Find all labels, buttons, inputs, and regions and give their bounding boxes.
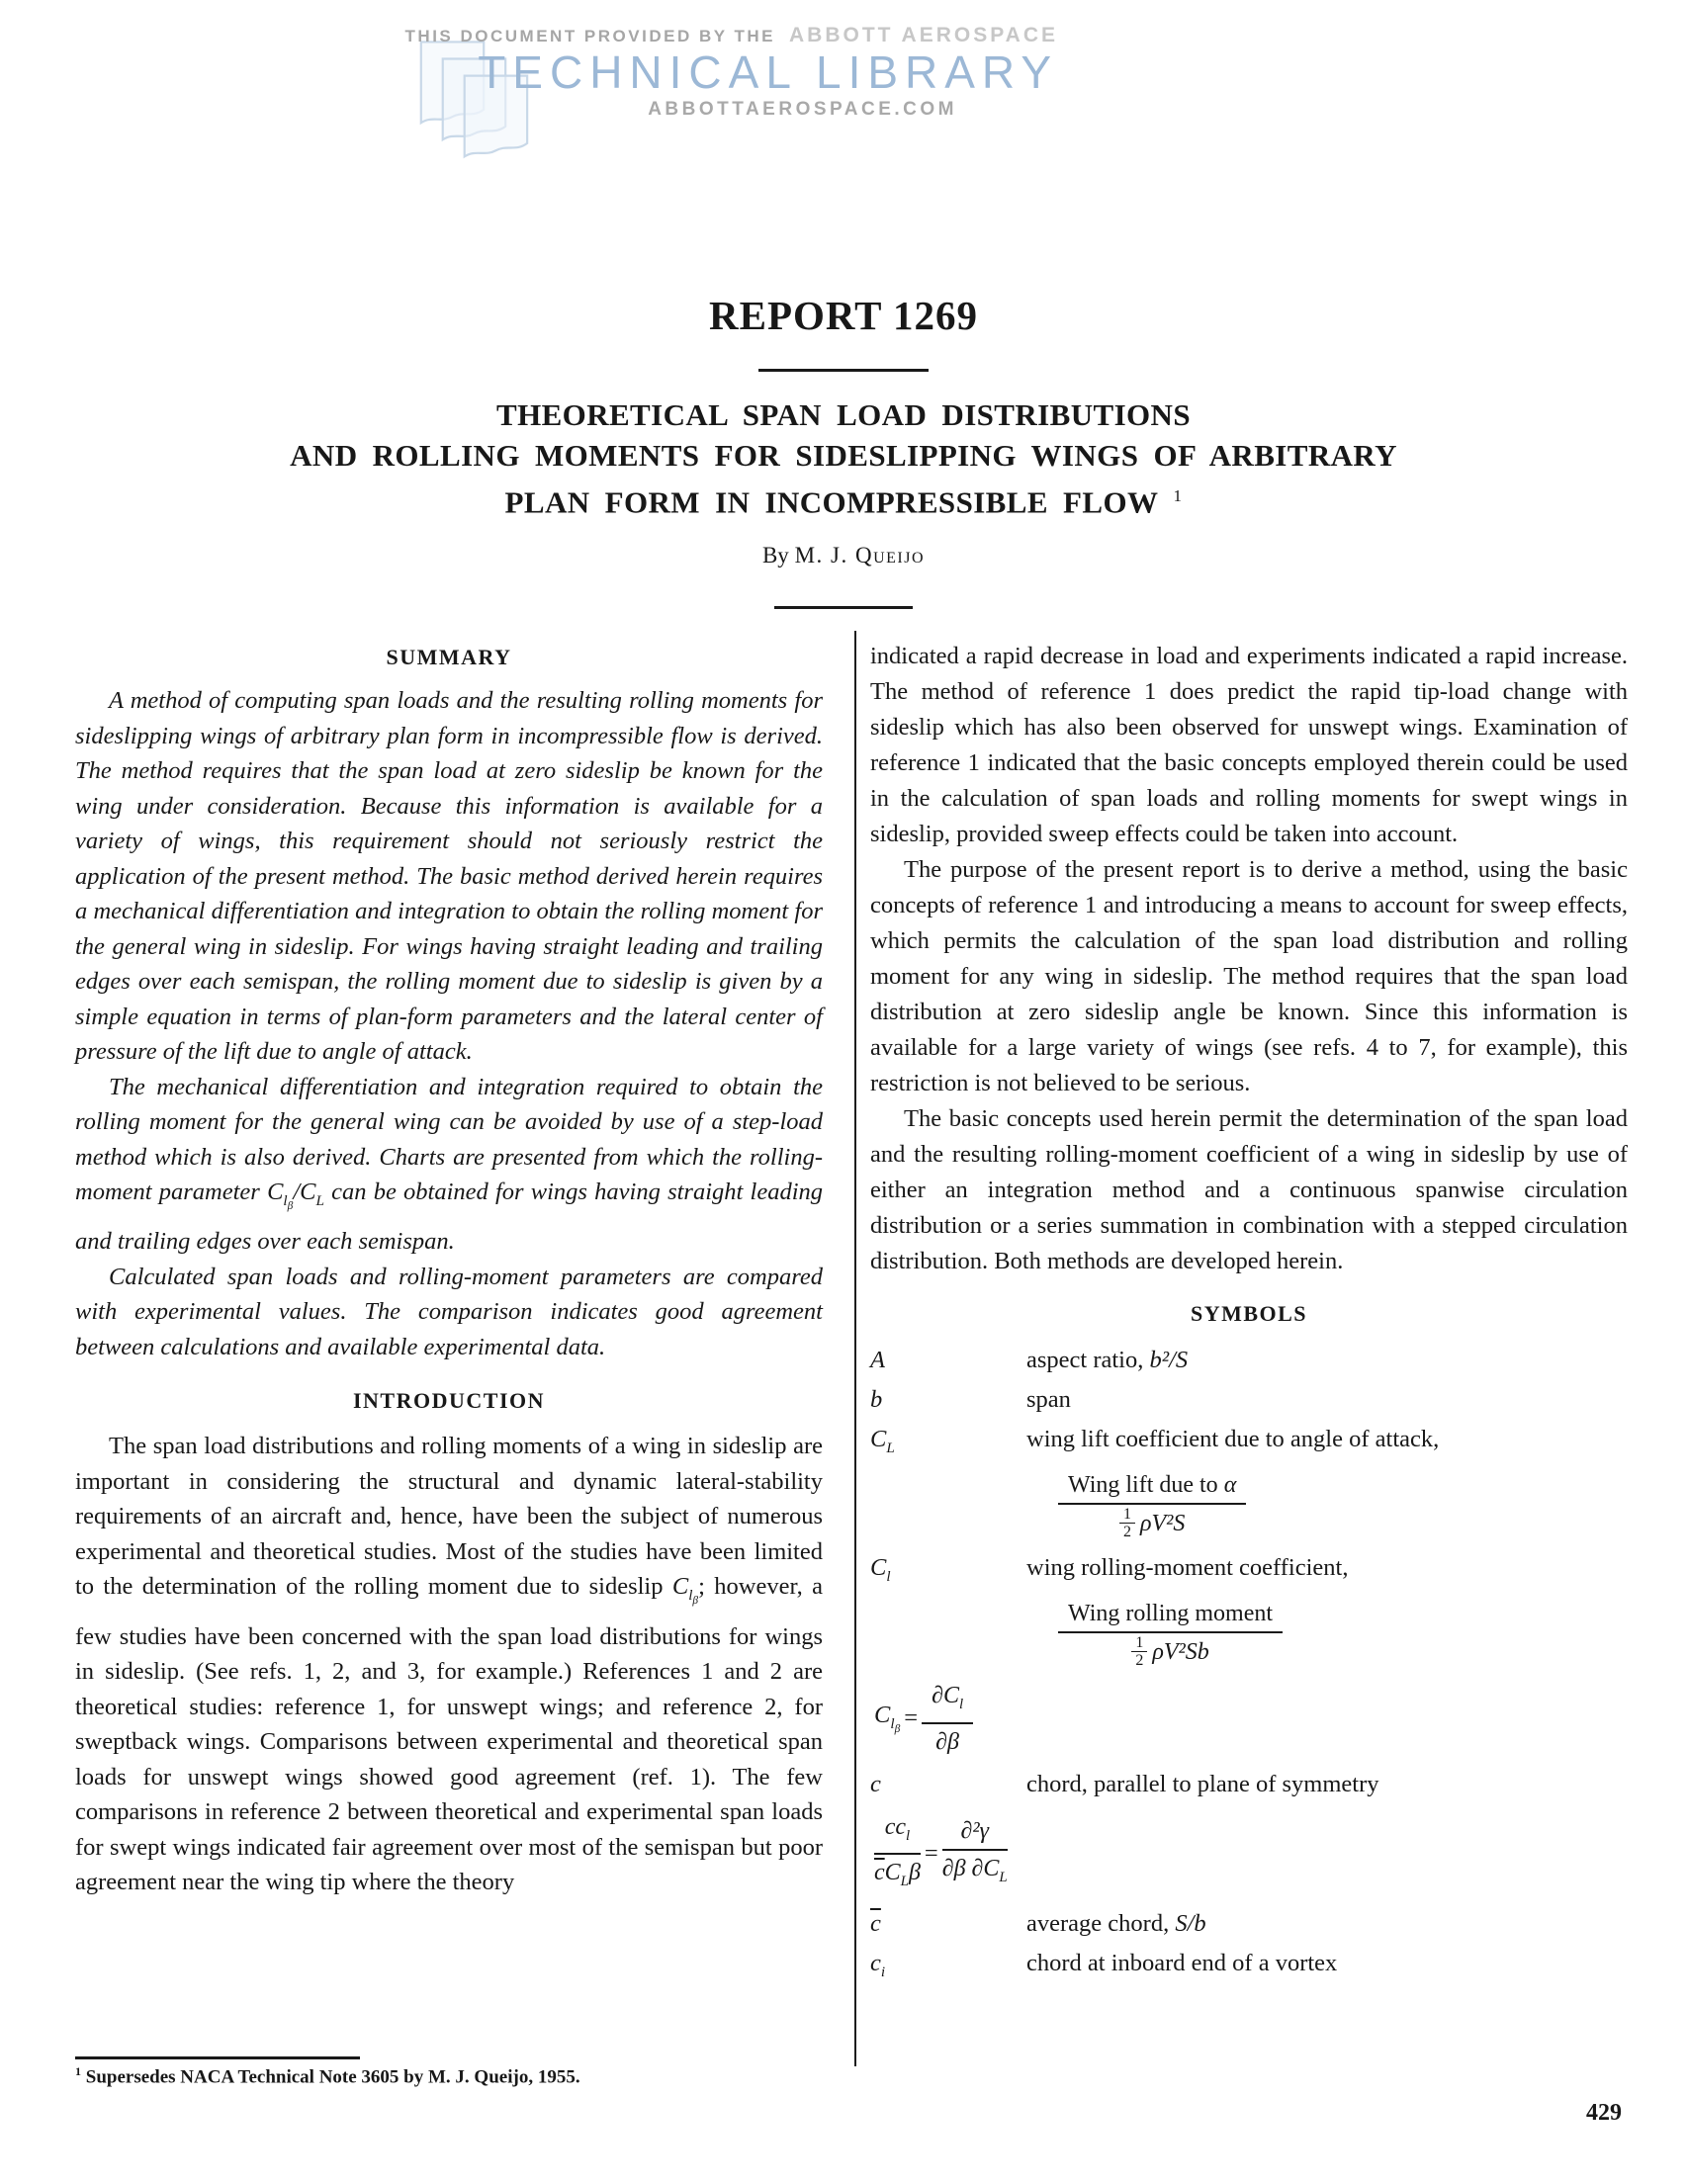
watermark-text — [404, 24, 1058, 121]
definition: aspect ratio, b²/S — [1026, 1347, 1189, 1373]
summary-heading: SUMMARY — [386, 645, 512, 669]
paragraph-text: can be obtained for wings having straight leading and trailing edges over each semispan. — [75, 1179, 824, 1256]
page-number: 429 — [1586, 2100, 1622, 2126]
watermark-brand: ABBOTT AEROSPACE — [788, 24, 1058, 46]
symbol: c — [870, 1770, 881, 1797]
symbol-row-b — [870, 1383, 1628, 1417]
paragraph: A method of computing span loads and the resulting rolling moments for sideslipping wings of arbitrary plan form in incompressible flow is derived. The method requires that the span load at zero sideslip be known for the wing under consideration. Because this information is available for a variety of wings, this requirement should not seriously restrict the application of the present method. The basic method derived herein requires a mechanical differentiation and integration to obtain the rolling moment for the general wing in sideslip. For wings having straight leading and trailing edges over each semispan, the rolling moment due to sideslip is given by a simple equation in terms of plan-form parameters and the lateral center of pressure of the lift due to angle of attack. — [75, 687, 823, 1065]
column-divider — [854, 631, 856, 2066]
summary-section — [75, 645, 823, 1364]
paragraph-text: The span load distributions and rolling moments of a wing in sideslip are important in considering the structural and dynamic lateral-stability requirements of an aircraft and, hence, have been the subject of numerous experimental and theoretical studies. Most of the studies have been limited to the determination of the rolling moment due to sideslip — [75, 1433, 823, 1601]
symbol-row-ci — [870, 1947, 1628, 1989]
title-line-1: THEORETICAL SPAN LOAD DISTRIBUTIONS — [496, 397, 1191, 432]
fraction-numerator: $cc_l$ — [874, 1813, 921, 1856]
fraction-numerator: Wing lift due to α — [1058, 1471, 1246, 1505]
inline-math: S/b — [1175, 1910, 1206, 1938]
horizontal-rule — [758, 369, 929, 372]
fraction-denominator: ∂β $\partial C_L$ — [941, 1855, 1008, 1885]
watermark-line1 — [404, 24, 1058, 47]
symbol: $C_l$ — [870, 1553, 891, 1585]
symbol: A — [870, 1347, 885, 1373]
inline-math: b²/S — [1149, 1347, 1189, 1373]
footnote-rule — [75, 2056, 360, 2059]
inline-math-clbeta: $C_{l_\beta}$ — [671, 1573, 699, 1608]
symbol: $c_i$ — [870, 1950, 886, 1981]
fraction-numerator: ∂²γ — [942, 1817, 1008, 1851]
fraction-denominator: $\frac{1}{2}$ ρV²S — [1058, 1505, 1246, 1541]
symbol-row-Cl — [870, 1551, 1628, 1594]
title-line-3: PLAN FORM IN INCOMPRESSIBLE FLOW $^1$ — [504, 484, 1183, 520]
definition: span — [1026, 1386, 1071, 1413]
inline-math-clbeta-over-cl: $C_{l_\beta}/C_L$ — [267, 1179, 324, 1212]
clbeta-derivative-equation: $C_{l_\beta}$ = $\frac{\partial C_l}{\partial\beta}$ — [874, 1682, 1628, 1756]
symbols-heading: SYMBOLS — [1190, 1301, 1308, 1326]
footnote — [75, 2056, 823, 2088]
report-title — [0, 394, 1687, 522]
symbol-row-c — [870, 1768, 1628, 1801]
fraction-numerator: $\partial C_l$ — [922, 1682, 973, 1724]
paragraph: The purpose of the present report is to derive a method, using the basic concepts of reference 1 and introducing a means to account for sweep effects, which permits the calculation of the span load distribution and rolling moment for any wing in sideslip. The method requires that the span load distribution at zero sideslip angle be known. Since this information is available for a large variety of wings (see refs. 4 to 7, for example), this restriction is not believed to be serious. — [870, 856, 1628, 1096]
paragraph-text: The mechanical differentiation and integration required to obtain the rolling moment for the general wing can be avoided by use of a step-load method which is also derived. Charts are presented from which the rolling-moment parameter — [75, 1073, 823, 1205]
paragraph — [75, 1070, 823, 1260]
report-number: REPORT 1269 — [709, 293, 978, 338]
byline-prefix: By — [761, 543, 789, 568]
symbol-row-cbar — [870, 1907, 1628, 1941]
symbol: $C_L$ — [870, 1426, 895, 1456]
definition: chord at inboard end of a vortex — [1026, 1950, 1338, 1977]
introduction-heading: INTRODUCTION — [352, 1388, 546, 1414]
paragraph-text: ; however, a few studies have been concerned with the span load distributions for wings in sideslip. (See refs. 1, 2, and 3, for example.) References 1 and 2 are theoretical studies: reference 1, for unswept wings; and reference 2, for sweptback wings. Comparisons between experimental and theoretical span loads for unswept wings showed good agreement (ref. 1). The few comparisons in reference 2 between theoretical and experimental span loads for swept wings indicated fair agreement over most of the semispan but poor agreement near the wing tip where the theory — [75, 1573, 823, 1896]
title-line-2: AND ROLLING MOMENTS FOR SIDESLIPPING WINGS OF ARBITRARY — [290, 438, 1397, 473]
left-column — [75, 633, 823, 1900]
definition: wing lift coefficient due to angle of attack, — [1026, 1426, 1440, 1452]
paragraph: The basic concepts used herein permit the determination of the span load and the resulting rolling-moment coefficient of a wing in sideslip by use of either an integration method and a continuous spanwise circulation distribution or a series summation in combination with a stepped circulation distribution. Both methods are developed herein. — [870, 1105, 1628, 1274]
definition: chord, parallel to plane of symmetry — [1026, 1770, 1379, 1797]
introduction-section — [75, 1388, 823, 1899]
symbol: $C_{l_\beta}$ — [874, 1702, 901, 1736]
title-footnote-marker: 1 — [1173, 486, 1183, 505]
definition: average chord, S/b — [1026, 1910, 1206, 1938]
fraction-denominator: ∂β — [935, 1728, 959, 1755]
fraction-denominator: $\overline{c}C_L\beta$ — [874, 1860, 921, 1890]
symbol: $\overline{c}$ — [870, 1910, 881, 1938]
watermark-library-title: TECHNICAL LIBRARY — [478, 46, 1058, 98]
watermark-site-url: ABBOTTAEROSPACE.COM — [648, 99, 957, 120]
paragraph: Calculated span loads and rolling-moment parameters are compared with experimental values. The comparison indicates good agreement between calculations and available experimental data. — [75, 1263, 823, 1360]
lift-coefficient-fraction — [1058, 1471, 1628, 1541]
symbol-row-A — [870, 1344, 1628, 1377]
watermark — [400, 8, 1060, 166]
byline — [0, 543, 1687, 568]
rolling-moment-coefficient-fraction — [1058, 1600, 1628, 1670]
fraction-numerator: Wing rolling moment — [1058, 1600, 1283, 1633]
watermark-provided-by: THIS DOCUMENT PROVIDED BY THE — [404, 27, 775, 45]
right-column — [870, 639, 1628, 1995]
footnote-marker: 1 — [75, 2064, 81, 2078]
symbol: b — [870, 1386, 883, 1413]
paragraph — [75, 1429, 823, 1899]
span-load-parameter-equation: $\frac{cc_l}{\overline{c}C_L\beta}$ = $\frac{\text{∂²γ}}{\partial\beta \partial C_L}$ — [874, 1813, 1628, 1896]
author-name: M. J. Queijo — [794, 543, 926, 568]
horizontal-rule — [774, 606, 913, 609]
fraction-denominator: $\frac{1}{2}$ ρV²Sb — [1058, 1633, 1283, 1670]
symbols-section — [870, 1301, 1628, 1989]
paragraph: indicated a rapid decrease in load and experiments indicated a rapid increase. The method of reference 1 does predict the rapid tip-load change with sideslip which has also been observed for unswept wings. Examination of reference 1 indicated that the basic concepts employed therein could be used in the calculation of span loads and rolling moments for swept wings in sideslip, provided sweep effects could be taken into account. — [870, 643, 1628, 847]
symbol-row-CL — [870, 1423, 1628, 1465]
definition: wing rolling-moment coefficient, — [1026, 1553, 1349, 1581]
footnote-text: $^1$ Supersedes NACA Technical Note 3605 by M. J. Queijo, 1955. — [75, 2064, 580, 2088]
